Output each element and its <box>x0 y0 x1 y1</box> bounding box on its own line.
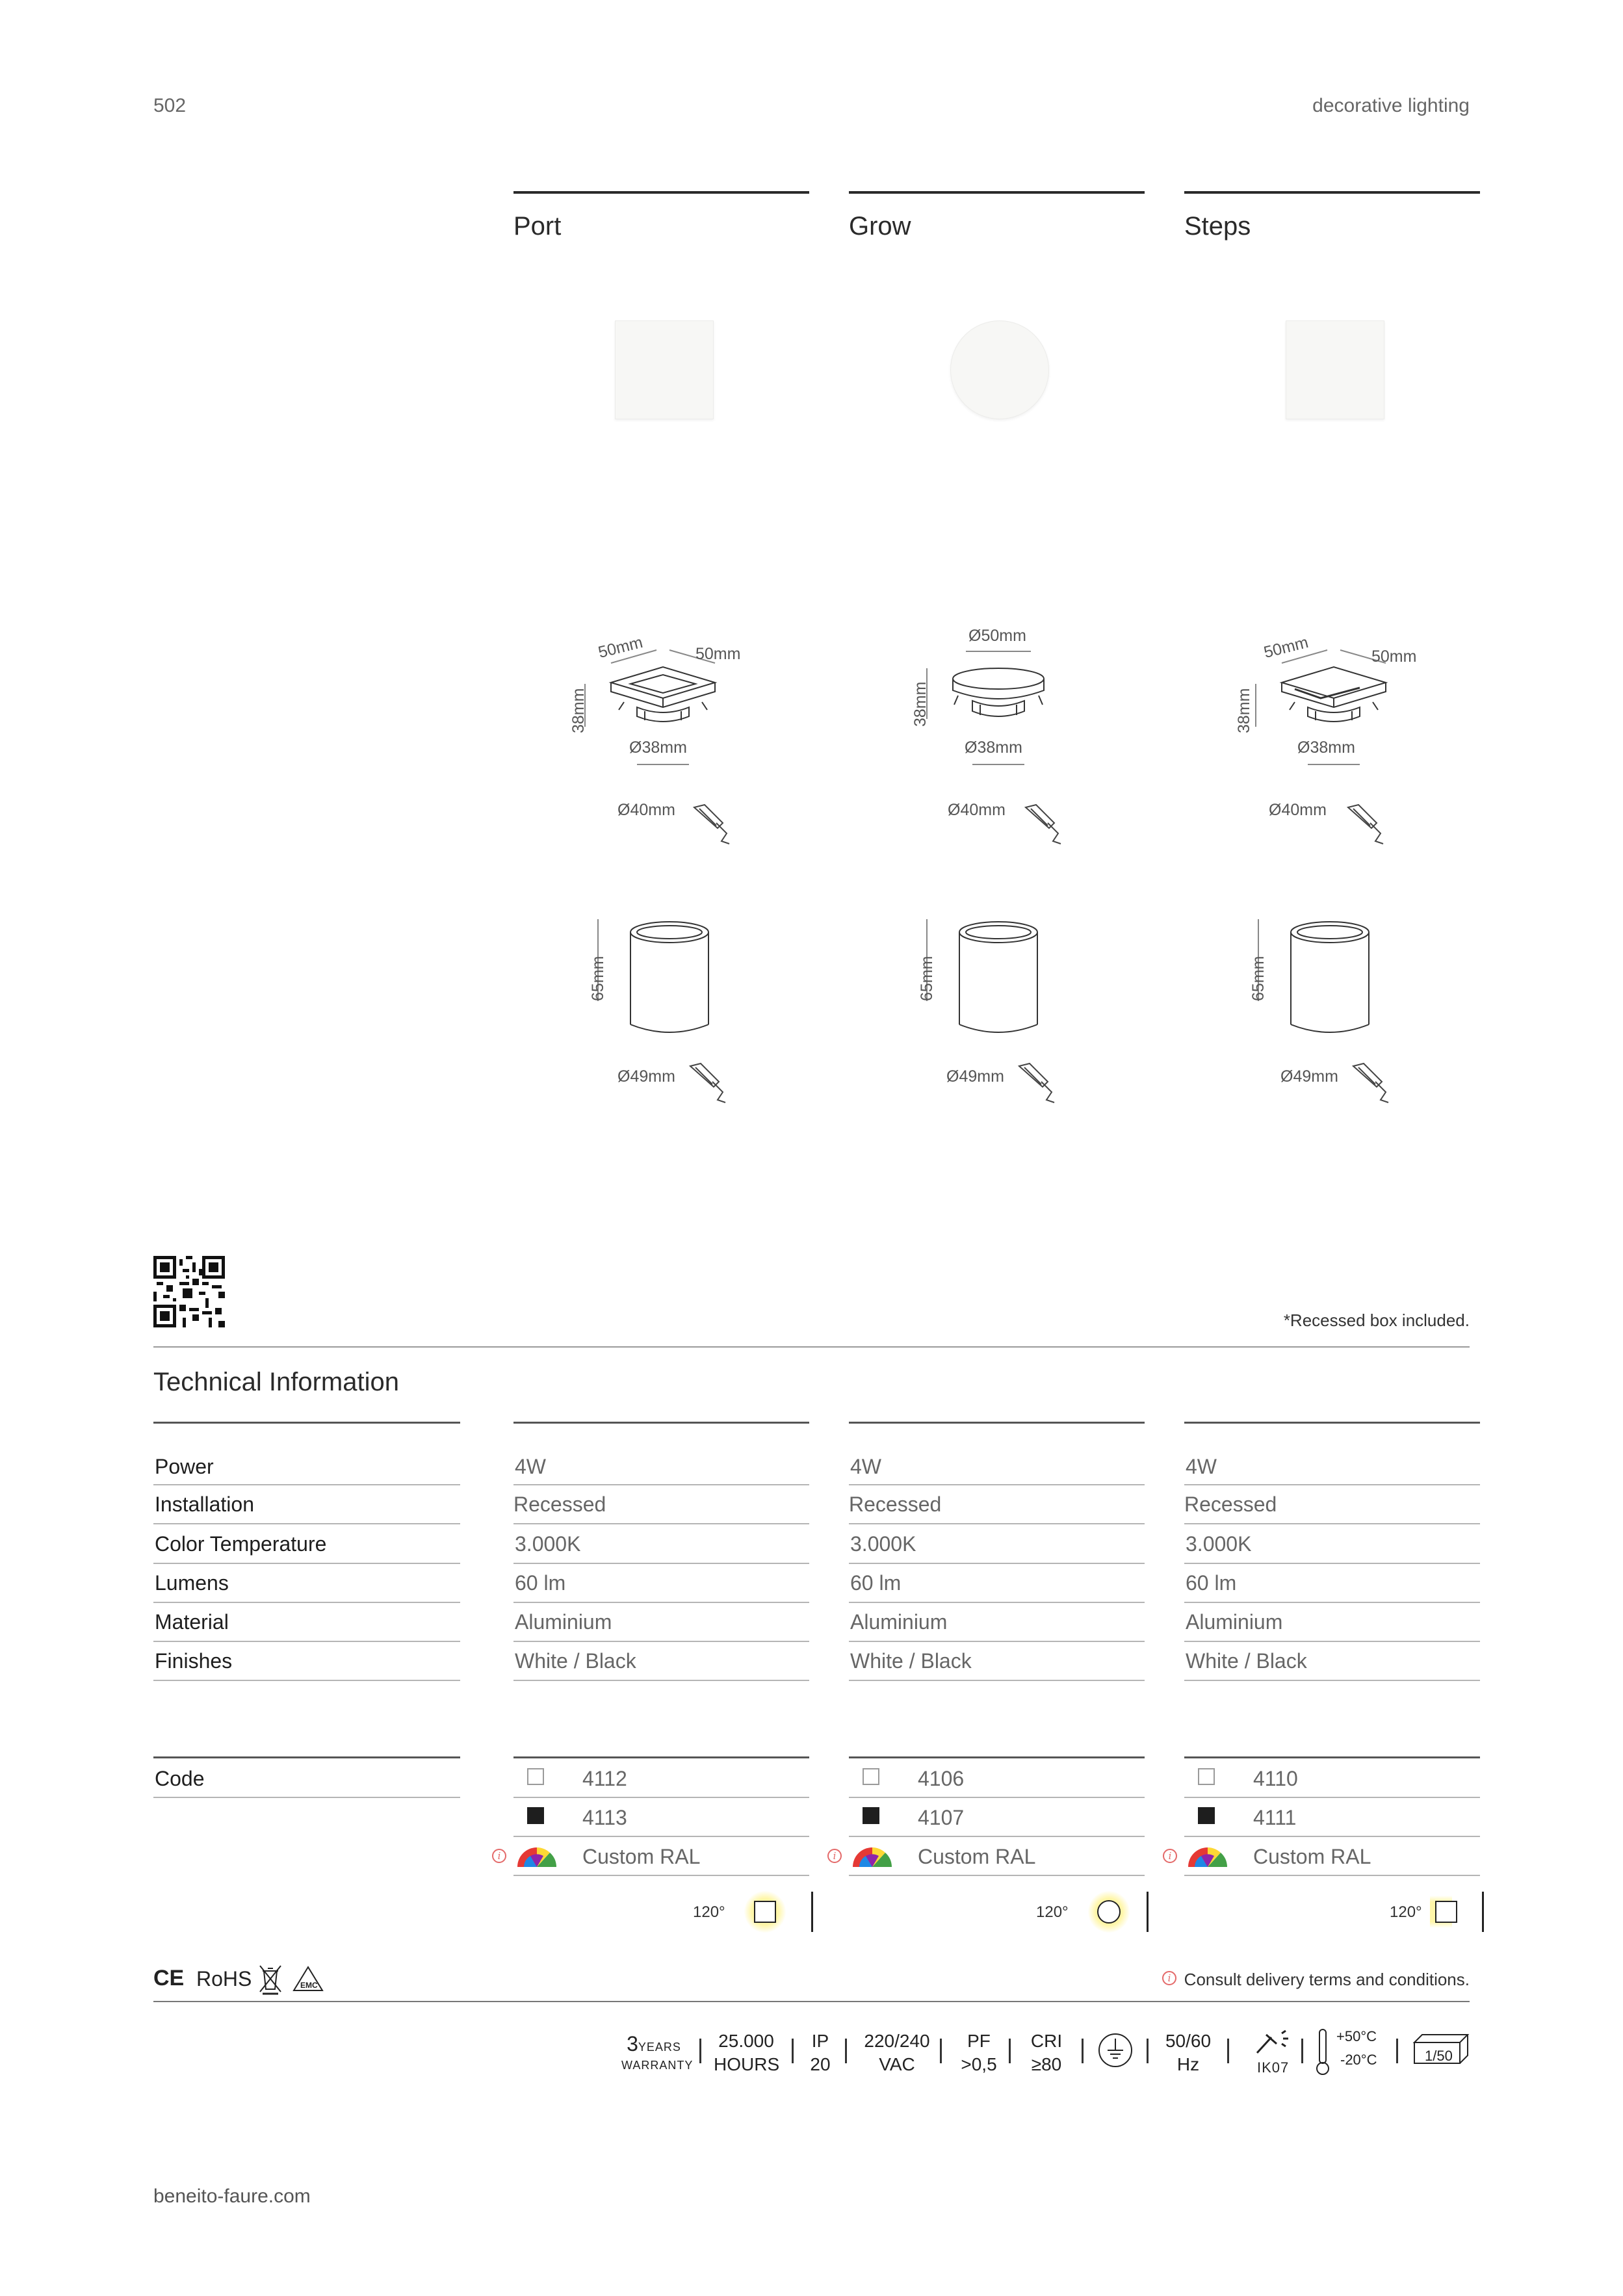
row-line <box>1184 1484 1480 1485</box>
column-rule-steps <box>1184 191 1480 194</box>
info-icon[interactable]: i <box>492 1849 506 1863</box>
beam-square-icon <box>754 1901 776 1923</box>
port-finishes: White / Black <box>515 1649 636 1673</box>
grow-material: Aluminium <box>850 1610 948 1634</box>
port-installation: Recessed <box>513 1493 606 1516</box>
hours-value: 25.000 <box>718 2031 774 2051</box>
steps-code-white: 4110 <box>1253 1767 1298 1790</box>
ip-label: IP <box>811 2031 829 2051</box>
hours-label: HOURS <box>714 2054 780 2074</box>
row-line <box>1184 1680 1480 1681</box>
product-photo-steps <box>1286 320 1384 419</box>
steps-installation: Recessed <box>1184 1493 1277 1516</box>
row-line <box>153 1797 460 1798</box>
steps-color-temperature: 3.000K <box>1186 1532 1252 1556</box>
impact-hammer-icon <box>1253 2029 1292 2059</box>
label-color-temperature: Color Temperature <box>155 1532 327 1556</box>
row-line <box>1184 1875 1480 1876</box>
box-cutout-port: Ø49mm <box>617 1067 675 1086</box>
port-code-black: 4113 <box>582 1806 627 1829</box>
spec-separator <box>1082 2039 1084 2063</box>
consult-terms: Consult delivery terms and conditions. <box>1184 1970 1470 1989</box>
row-line <box>1184 1563 1480 1564</box>
weee-bin-icon <box>257 1963 283 1999</box>
port-rule-top <box>513 1422 809 1424</box>
port-power: 4W <box>515 1455 546 1478</box>
hole-saw-icon <box>1344 801 1390 850</box>
divider <box>153 2001 1470 2002</box>
port-color-temperature: 3.000K <box>515 1532 581 1556</box>
temp-max: +50°C <box>1336 2028 1377 2044</box>
cutout-port: Ø40mm <box>617 801 675 819</box>
steps-finishes: White / Black <box>1186 1649 1307 1673</box>
column-rule-grow <box>849 191 1145 194</box>
row-line <box>849 1602 1145 1603</box>
row-line <box>513 1797 809 1798</box>
row-line <box>849 1680 1145 1681</box>
finish-white-swatch <box>1198 1768 1215 1785</box>
dim-width-port: 50mm <box>596 633 645 662</box>
row-line <box>513 1680 809 1681</box>
row-line <box>849 1836 1145 1837</box>
box-height-grow: 65mm <box>918 956 936 1001</box>
row-line <box>513 1875 809 1876</box>
port-custom-ral: Custom RAL <box>582 1845 701 1868</box>
column-rule-port <box>513 191 809 194</box>
ip-value: 20 <box>810 2054 831 2074</box>
label-material: Material <box>155 1610 229 1634</box>
wall-bar <box>1147 1892 1149 1932</box>
warranty-unit: YEARS <box>638 2041 681 2054</box>
spec-separator <box>1009 2039 1011 2063</box>
hole-saw-icon <box>1349 1060 1395 1108</box>
grow-installation: Recessed <box>849 1493 942 1516</box>
label-installation: Installation <box>155 1493 254 1516</box>
steps-rule-top <box>1184 1422 1480 1424</box>
dim-height-steps: 38mm <box>1235 688 1253 733</box>
finish-white-swatch <box>527 1768 544 1785</box>
port-code-white: 4112 <box>582 1767 627 1790</box>
dim-base-steps: Ø38mm <box>1297 738 1355 757</box>
label-rule-top <box>153 1422 460 1424</box>
voltage-unit: VAC <box>879 2054 915 2074</box>
box-cutout-grow: Ø49mm <box>946 1067 1004 1086</box>
hole-saw-icon <box>1022 801 1067 850</box>
grow-custom-ral: Custom RAL <box>918 1845 1036 1868</box>
freq-value: 50/60 <box>1165 2031 1212 2051</box>
info-icon[interactable]: i <box>1163 1849 1177 1863</box>
steps-code-black: 4111 <box>1253 1806 1297 1829</box>
dim-diameter-grow: Ø50mm <box>968 627 1026 645</box>
ral-color-fan-icon <box>515 1844 560 1873</box>
wall-bar <box>811 1892 813 1932</box>
grow-rule-top <box>849 1422 1145 1424</box>
spec-separator <box>1227 2039 1229 2063</box>
box-cutout-steps: Ø49mm <box>1280 1067 1338 1086</box>
port-material: Aluminium <box>515 1610 612 1634</box>
rohs-mark: RoHS <box>196 1967 252 1990</box>
grow-code-white: 4106 <box>918 1767 965 1790</box>
row-line <box>513 1836 809 1837</box>
label-finishes: Finishes <box>155 1649 233 1673</box>
row-line <box>153 1680 460 1681</box>
spec-separator <box>1301 2039 1303 2063</box>
finish-white-swatch <box>863 1768 879 1785</box>
info-icon[interactable]: i <box>1162 1971 1176 1985</box>
row-line <box>153 1563 460 1564</box>
pack-quantity: 1/50 <box>1425 2048 1453 2064</box>
dim-width-steps: 50mm <box>1262 633 1310 662</box>
ik-rating: IK07 <box>1257 2059 1290 2076</box>
warranty-years: 3 <box>627 2032 638 2055</box>
code-rule-top <box>513 1756 809 1758</box>
pf-label: PF <box>967 2031 991 2051</box>
website-link[interactable]: beneito-faure.com <box>153 2185 311 2207</box>
row-line <box>849 1484 1145 1485</box>
code-rule-top <box>153 1756 460 1758</box>
dim-depth-steps: 50mm <box>1371 647 1417 666</box>
row-line <box>849 1563 1145 1564</box>
thermometer-icon <box>1314 2027 1331 2080</box>
cutout-steps: Ø40mm <box>1269 801 1327 819</box>
grow-color-temperature: 3.000K <box>850 1532 916 1556</box>
row-line <box>153 1523 460 1524</box>
product-photo-grow <box>950 320 1049 419</box>
row-line <box>153 1641 460 1642</box>
wall-bar <box>1482 1892 1484 1932</box>
ip-rating <box>803 2029 837 2076</box>
row-line <box>849 1875 1145 1876</box>
row-line <box>1184 1836 1480 1837</box>
row-line <box>513 1563 809 1564</box>
cri-spec <box>1020 2029 1072 2076</box>
grow-power: 4W <box>850 1455 881 1478</box>
section-name: decorative lighting <box>1312 95 1470 116</box>
grow-finishes: White / Black <box>850 1649 972 1673</box>
code-rule-top <box>1184 1756 1480 1758</box>
label-lumens: Lumens <box>155 1571 229 1595</box>
row-line <box>1184 1797 1480 1798</box>
pf-value: >0,5 <box>961 2054 997 2074</box>
ce-mark-icon: CE <box>153 1966 185 1990</box>
dim-base-port: Ø38mm <box>629 738 687 757</box>
row-line <box>513 1484 809 1485</box>
steps-lumens: 60 lm <box>1186 1571 1237 1595</box>
finish-black-swatch <box>863 1807 879 1824</box>
row-line <box>153 1484 460 1485</box>
finish-black-swatch <box>1198 1807 1215 1824</box>
finish-black-swatch <box>527 1807 544 1824</box>
warranty-label: WARRANTY <box>621 2059 694 2072</box>
power-factor-spec <box>953 2029 1005 2076</box>
svg-text:EMC: EMC <box>300 1981 318 1990</box>
port-lumens: 60 lm <box>515 1571 566 1595</box>
grow-lumens: 60 lm <box>850 1571 902 1595</box>
voltage-value: 220/240 <box>864 2031 930 2051</box>
spec-separator <box>792 2039 794 2063</box>
box-height-steps: 65mm <box>1249 956 1267 1001</box>
steps-custom-ral: Custom RAL <box>1253 1845 1371 1868</box>
hole-saw-icon <box>1015 1060 1061 1108</box>
voltage-spec <box>858 2029 936 2076</box>
ral-color-fan-icon <box>850 1844 896 1873</box>
dim-base-grow: Ø38mm <box>965 738 1022 757</box>
row-line <box>1184 1641 1480 1642</box>
frequency-spec <box>1156 2029 1221 2076</box>
product-name-steps: Steps <box>1184 212 1251 241</box>
product-name-grow: Grow <box>849 212 911 241</box>
steps-material: Aluminium <box>1186 1610 1283 1634</box>
dim-depth-port: 50mm <box>695 645 741 663</box>
ral-color-fan-icon <box>1186 1844 1231 1873</box>
row-line <box>513 1641 809 1642</box>
qr-code[interactable] <box>153 1256 225 1327</box>
row-line <box>849 1641 1145 1642</box>
temp-min: -20°C <box>1340 2052 1377 2068</box>
page-number: 502 <box>153 95 187 116</box>
hole-saw-icon <box>690 801 736 850</box>
row-line <box>1184 1523 1480 1524</box>
dim-height-port: 38mm <box>569 688 588 733</box>
warranty-badge <box>621 2032 694 2072</box>
technical-info-title: Technical Information <box>153 1368 399 1396</box>
hole-saw-icon <box>686 1060 732 1108</box>
row-line <box>849 1797 1145 1798</box>
beam-square-side-icon <box>1435 1901 1457 1923</box>
recessed-box-note: *Recessed box included. <box>1283 1311 1470 1330</box>
beam-angle-steps: 120° <box>1390 1903 1422 1921</box>
beam-circle-icon <box>1097 1900 1121 1924</box>
product-name-port: Port <box>513 212 562 241</box>
freq-unit: Hz <box>1176 2054 1200 2074</box>
row-line <box>513 1523 809 1524</box>
steps-power: 4W <box>1186 1455 1217 1478</box>
row-line <box>849 1523 1145 1524</box>
spec-separator <box>845 2039 847 2063</box>
cutout-grow: Ø40mm <box>948 801 1006 819</box>
spec-separator <box>1396 2039 1398 2063</box>
row-line <box>153 1602 460 1603</box>
dim-height-grow: 38mm <box>911 681 929 727</box>
info-icon[interactable]: i <box>827 1849 842 1863</box>
beam-angle-grow: 120° <box>1036 1903 1069 1921</box>
divider <box>153 1346 1470 1348</box>
label-code: Code <box>155 1767 205 1790</box>
cri-label: CRI <box>1030 2031 1063 2051</box>
grow-code-black: 4107 <box>918 1806 965 1829</box>
beam-angle-port: 120° <box>693 1903 725 1921</box>
label-power: Power <box>155 1455 214 1478</box>
earth-ground-icon <box>1097 2032 1134 2072</box>
lifetime-hours <box>714 2029 779 2076</box>
cri-value: ≥80 <box>1031 2054 1062 2074</box>
box-height-port: 65mm <box>589 956 607 1001</box>
row-line <box>1184 1602 1480 1603</box>
spec-separator <box>699 2039 701 2063</box>
code-rule-top <box>849 1756 1145 1758</box>
emc-mark-icon <box>291 1964 325 1996</box>
row-line <box>513 1602 809 1603</box>
spec-separator <box>940 2039 942 2063</box>
product-photo-port <box>615 320 714 419</box>
spec-separator <box>1147 2039 1149 2063</box>
